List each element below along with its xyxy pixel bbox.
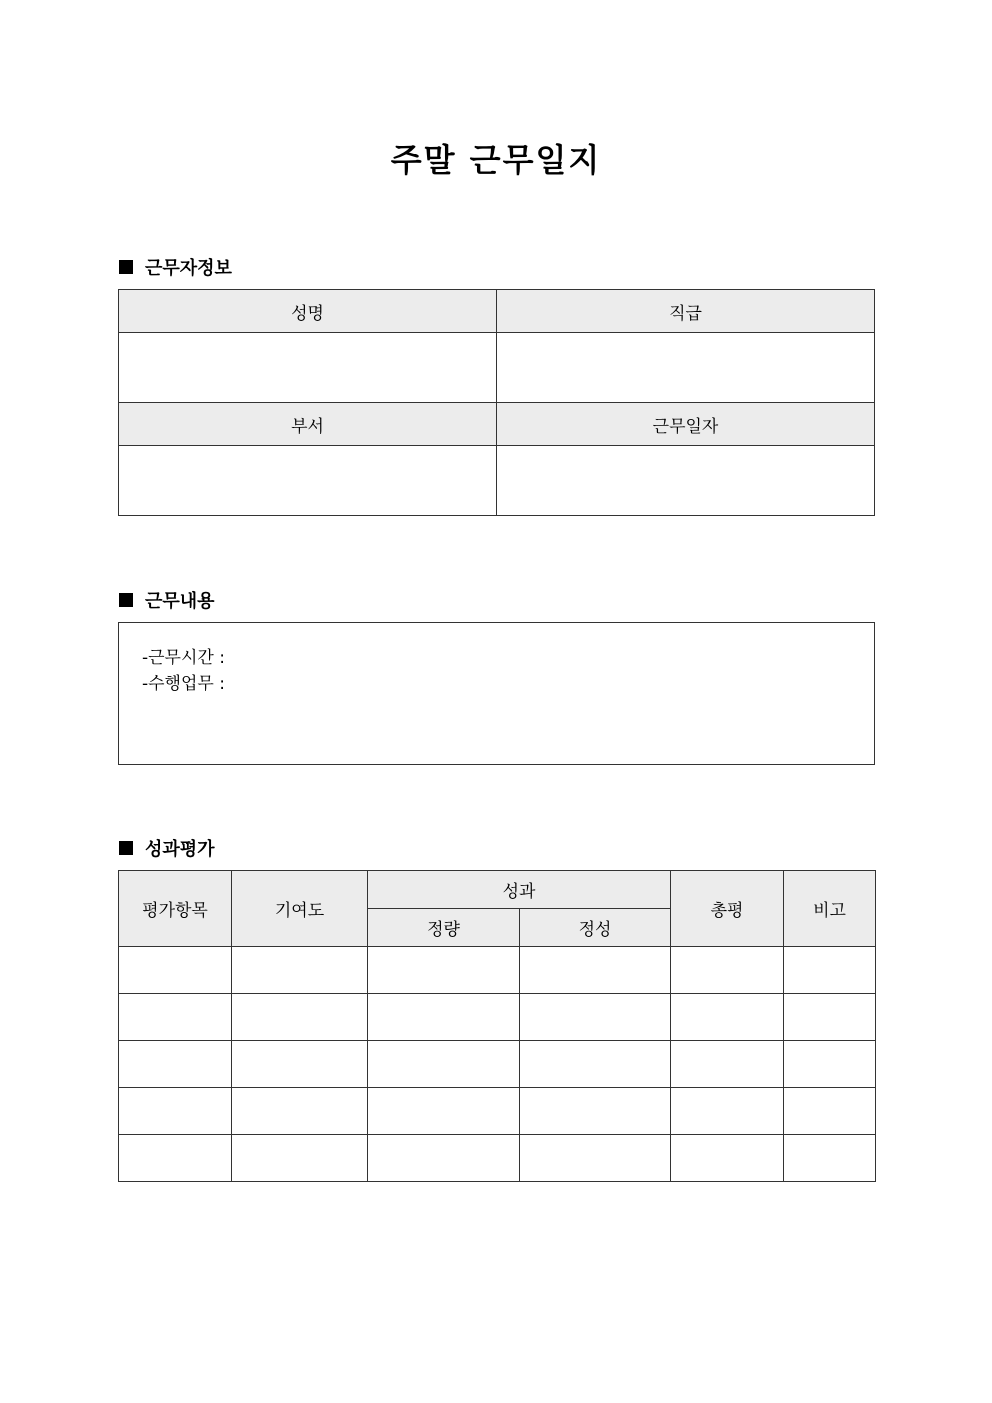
performance-header: 성과 bbox=[368, 871, 671, 909]
name-label: 성명 bbox=[119, 290, 497, 333]
square-bullet-icon bbox=[119, 593, 133, 607]
table-cell[interactable] bbox=[784, 947, 876, 994]
table-row bbox=[119, 994, 876, 1041]
remarks-header: 비고 bbox=[784, 871, 876, 947]
rank-field[interactable] bbox=[497, 333, 875, 403]
table-cell[interactable] bbox=[671, 994, 784, 1041]
table-cell[interactable] bbox=[232, 1135, 368, 1182]
worker-info-table bbox=[118, 289, 875, 516]
table-cell[interactable] bbox=[671, 1088, 784, 1135]
section-heading-worker-info bbox=[119, 254, 232, 280]
table-cell[interactable] bbox=[671, 1135, 784, 1182]
qualitative-header: 정성 bbox=[520, 909, 671, 947]
dept-label: 부서 bbox=[119, 403, 497, 446]
work-hours-line: -근무시간 : bbox=[142, 648, 225, 668]
table-cell[interactable] bbox=[368, 947, 520, 994]
overall-header: 총평 bbox=[671, 871, 784, 947]
table-row bbox=[119, 947, 876, 994]
table-row bbox=[119, 1041, 876, 1088]
square-bullet-icon bbox=[119, 841, 133, 855]
name-field[interactable] bbox=[119, 333, 497, 403]
table-cell[interactable] bbox=[520, 1135, 671, 1182]
table-cell[interactable] bbox=[784, 1041, 876, 1088]
table-cell[interactable] bbox=[232, 994, 368, 1041]
tasks-line: -수행업무 : bbox=[142, 674, 225, 694]
table-cell[interactable] bbox=[784, 1088, 876, 1135]
quantitative-header: 정량 bbox=[368, 909, 520, 947]
date-label: 근무일자 bbox=[497, 403, 875, 446]
table-row bbox=[119, 1135, 876, 1182]
evaluation-table bbox=[118, 870, 876, 1182]
section-heading-label: 근무내용 bbox=[145, 591, 215, 612]
table-cell[interactable] bbox=[119, 994, 232, 1041]
table-cell[interactable] bbox=[119, 1041, 232, 1088]
square-bullet-icon bbox=[119, 260, 133, 274]
rank-label: 직급 bbox=[497, 290, 875, 333]
table-cell[interactable] bbox=[119, 1088, 232, 1135]
table-cell[interactable] bbox=[520, 947, 671, 994]
table-cell[interactable] bbox=[232, 1041, 368, 1088]
item-header: 평가항목 bbox=[119, 871, 232, 947]
page-title: 주말 근무일지 bbox=[390, 141, 602, 179]
work-content-box[interactable] bbox=[118, 622, 875, 765]
table-cell[interactable] bbox=[119, 947, 232, 994]
table-cell[interactable] bbox=[232, 947, 368, 994]
table-cell[interactable] bbox=[119, 1135, 232, 1182]
table-cell[interactable] bbox=[232, 1088, 368, 1135]
table-cell[interactable] bbox=[671, 947, 784, 994]
table-cell[interactable] bbox=[368, 1088, 520, 1135]
section-heading-evaluation bbox=[119, 835, 215, 861]
section-heading-label: 성과평가 bbox=[145, 839, 215, 860]
dept-field[interactable] bbox=[119, 446, 497, 516]
table-cell[interactable] bbox=[520, 994, 671, 1041]
table-cell[interactable] bbox=[368, 994, 520, 1041]
contribution-header: 기여도 bbox=[232, 871, 368, 947]
table-cell[interactable] bbox=[520, 1088, 671, 1135]
table-cell[interactable] bbox=[784, 1135, 876, 1182]
table-cell[interactable] bbox=[368, 1041, 520, 1088]
section-heading-label: 근무자정보 bbox=[145, 258, 232, 279]
table-cell[interactable] bbox=[784, 994, 876, 1041]
table-cell[interactable] bbox=[671, 1041, 784, 1088]
date-field[interactable] bbox=[497, 446, 875, 516]
table-cell[interactable] bbox=[368, 1135, 520, 1182]
table-cell[interactable] bbox=[520, 1041, 671, 1088]
section-heading-work-content bbox=[119, 587, 215, 613]
table-row bbox=[119, 1088, 876, 1135]
